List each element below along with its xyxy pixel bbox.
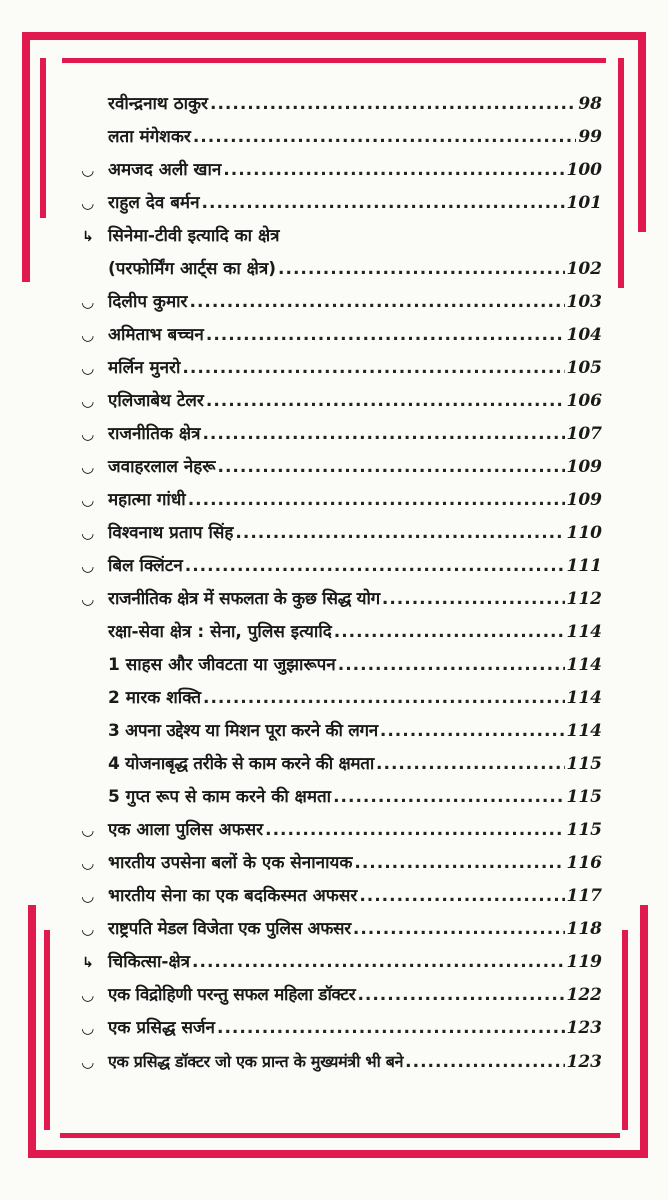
page-number: 100 xyxy=(566,160,602,180)
toc-entry xyxy=(82,385,602,418)
toc-entry xyxy=(82,121,602,154)
frame-right-lower-bar xyxy=(640,905,648,1155)
page-number: 117 xyxy=(566,886,602,906)
frame-left-lower-inner-bar xyxy=(44,930,50,1130)
leader-dots xyxy=(353,913,565,946)
leader-dots xyxy=(193,121,576,154)
entry-title: एलिजाबेथ टेलर xyxy=(108,391,204,411)
leader-dots xyxy=(218,451,565,484)
toc-entry xyxy=(82,352,602,385)
bullet-icon: ◡ xyxy=(82,1019,94,1037)
page-number: 105 xyxy=(566,358,602,378)
frame-top-inner-bar xyxy=(62,58,606,63)
corner-arrow-icon: ↳ xyxy=(82,229,94,245)
entry-title: भारतीय उपसेना बलों के एक सेनानायक xyxy=(108,853,353,873)
page-number: 118 xyxy=(566,919,602,939)
page-number: 115 xyxy=(566,754,602,774)
leader-dots xyxy=(217,1012,565,1045)
toc-entry xyxy=(82,781,602,814)
page-number: 103 xyxy=(566,292,602,312)
page-number: 116 xyxy=(566,853,602,873)
leader-dots xyxy=(338,649,565,682)
frame-top-bar xyxy=(22,32,646,40)
leader-dots xyxy=(202,418,564,451)
toc-entry xyxy=(82,286,602,319)
frame-bottom-inner-bar xyxy=(60,1133,620,1138)
page-number: 107 xyxy=(566,424,602,444)
entry-title: एक प्रसिद्ध सर्जन xyxy=(108,1018,215,1038)
bullet-icon: ◡ xyxy=(82,887,94,905)
page-number: 123 xyxy=(566,1052,602,1072)
leader-dots xyxy=(334,616,565,649)
entry-title: 5 गुप्त रूप से काम करने की क्षमता xyxy=(108,787,332,807)
section-title: चिकित्सा-क्षेत्र xyxy=(108,952,191,972)
entry-title: राजनीतिक क्षेत्र xyxy=(108,424,201,444)
toc-entry xyxy=(82,583,602,616)
toc-entry xyxy=(82,748,602,781)
page-number: 106 xyxy=(566,391,602,411)
page-number: 119 xyxy=(566,952,602,972)
toc-entry xyxy=(82,1045,602,1078)
leader-dots xyxy=(192,946,564,979)
leader-dots xyxy=(202,187,565,220)
leader-dots xyxy=(235,517,564,550)
toc-section-heading xyxy=(82,946,602,979)
leader-dots xyxy=(206,319,565,352)
frame-right-bar xyxy=(638,32,646,232)
frame-left-bar xyxy=(22,32,30,282)
entry-title: विश्वनाथ प्रताप सिंह xyxy=(108,523,234,543)
page-number: 122 xyxy=(566,985,602,1005)
toc-entry xyxy=(82,616,602,649)
entry-title: एक प्रसिद्ध डॉक्टर जो एक प्रान्त के मुख्यमंत्री भी बने xyxy=(108,1052,404,1071)
entry-title: राजनीतिक क्षेत्र में सफलता के कुछ सिद्ध योग xyxy=(108,589,380,609)
toc-entry xyxy=(82,847,602,880)
toc-entry xyxy=(82,913,602,946)
entry-title: एक आला पुलिस अफसर xyxy=(108,820,264,840)
page-number: 114 xyxy=(566,622,602,642)
bullet-icon: ◡ xyxy=(82,986,94,1004)
page-number: 123 xyxy=(566,1018,602,1038)
leader-dots xyxy=(278,253,564,286)
entry-title: मर्लिन मुनरो xyxy=(108,358,181,378)
bullet-icon: ◡ xyxy=(82,458,94,476)
leader-dots xyxy=(203,682,564,715)
entry-title: (परफोर्मिंग आर्ट्स का क्षेत्र) xyxy=(108,259,277,279)
bullet-icon: ◡ xyxy=(82,821,94,839)
toc-entry xyxy=(82,550,602,583)
leader-dots xyxy=(182,352,564,385)
entry-title: बिल क्लिंटन xyxy=(108,556,183,576)
leader-dots xyxy=(265,814,564,847)
leader-dots xyxy=(357,979,564,1012)
toc-entry xyxy=(82,154,602,187)
entry-title: 4 योजनाबृद्ध तरीके से काम करने की क्षमता xyxy=(108,754,375,774)
frame-left-inner-bar xyxy=(40,58,46,218)
leader-dots xyxy=(376,748,564,781)
bullet-icon: ◡ xyxy=(82,590,94,608)
toc-entry xyxy=(82,715,602,748)
bullet-icon: ◡ xyxy=(82,293,94,311)
table-of-contents xyxy=(82,88,602,1078)
toc-entry xyxy=(82,1012,602,1045)
toc-entry xyxy=(82,517,602,550)
bullet-icon: ◡ xyxy=(82,161,94,179)
toc-entry xyxy=(82,484,602,517)
frame-right-lower-inner-bar xyxy=(622,930,628,1130)
leader-dots xyxy=(380,715,565,748)
entry-title: अमजद अली खान xyxy=(108,160,222,180)
leader-dots xyxy=(354,847,564,880)
frame-left-lower-bar xyxy=(28,905,36,1155)
page-number: 114 xyxy=(566,688,602,708)
page-number: 115 xyxy=(566,787,602,807)
entry-title: महात्मा गांधी xyxy=(108,490,186,510)
page-number: 110 xyxy=(566,523,602,543)
entry-title: 2 मारक शक्ति xyxy=(108,688,202,708)
leader-dots xyxy=(359,880,564,913)
bullet-icon: ◡ xyxy=(82,557,94,575)
leader-dots xyxy=(185,550,565,583)
page-number: 101 xyxy=(566,193,602,213)
bullet-icon: ◡ xyxy=(82,854,94,872)
toc-section-heading xyxy=(82,220,602,253)
leader-dots xyxy=(382,583,565,616)
toc-entry xyxy=(82,682,602,715)
bullet-icon: ◡ xyxy=(82,491,94,509)
leader-dots xyxy=(190,286,565,319)
toc-entry xyxy=(82,451,602,484)
page-number: 98 xyxy=(578,94,602,114)
page-number: 104 xyxy=(566,325,602,345)
corner-arrow-icon: ↳ xyxy=(82,955,94,971)
entry-title: अमिताभ बच्चन xyxy=(108,325,204,345)
bullet-icon: ◡ xyxy=(82,392,94,410)
section-title: सिनेमा-टीवी इत्यादि का क्षेत्र xyxy=(108,226,280,246)
page-number: 109 xyxy=(566,490,602,510)
entry-title: रवीन्द्रनाथ ठाकुर xyxy=(108,94,208,114)
page-number: 111 xyxy=(566,556,602,576)
entry-title: 1 साहस और जीवटता या जुझारूपन xyxy=(108,655,336,675)
frame-bottom-bar xyxy=(28,1150,648,1158)
leader-dots xyxy=(188,484,565,517)
bullet-icon: ◡ xyxy=(82,359,94,377)
leader-dots xyxy=(206,385,565,418)
page-number: 99 xyxy=(578,127,602,147)
bullet-icon: ◡ xyxy=(82,194,94,212)
entry-title: रक्षा-सेवा क्षेत्र : सेना, पुलिस इत्यादि xyxy=(108,622,332,642)
leader-dots xyxy=(210,88,576,121)
toc-entry xyxy=(82,979,602,1012)
bullet-icon: ◡ xyxy=(82,920,94,938)
page-number: 114 xyxy=(566,721,602,741)
toc-entry xyxy=(82,319,602,352)
toc-entry xyxy=(82,649,602,682)
entry-title: जवाहरलाल नेहरू xyxy=(108,457,216,477)
bullet-icon: ◡ xyxy=(82,326,94,344)
leader-dots xyxy=(405,1046,564,1079)
page-number: 115 xyxy=(566,820,602,840)
page-number: 112 xyxy=(566,589,602,609)
entry-title: 3 अपना उद्देश्य या मिशन पूरा करने की लगन xyxy=(108,721,378,741)
entry-title: एक विद्रोहिणी परन्तु सफल महिला डॉक्टर xyxy=(108,985,356,1005)
leader-dots xyxy=(333,781,564,814)
toc-entry xyxy=(82,253,602,286)
entry-title: राष्ट्रपति मेडल विजेता एक पुलिस अफसर xyxy=(108,919,351,939)
frame-right-inner-bar xyxy=(618,58,624,288)
leader-dots xyxy=(223,154,564,187)
bullet-icon: ◡ xyxy=(82,524,94,542)
toc-entry xyxy=(82,880,602,913)
bullet-icon: ◡ xyxy=(82,1053,94,1071)
toc-entry xyxy=(82,88,602,121)
page-number: 109 xyxy=(566,457,602,477)
entry-title: भारतीय सेना का एक बदकिस्मत अफसर xyxy=(108,886,358,906)
toc-entry xyxy=(82,418,602,451)
entry-title: दिलीप कुमार xyxy=(108,292,188,312)
page-number: 102 xyxy=(566,259,602,279)
bullet-icon: ◡ xyxy=(82,425,94,443)
toc-entry xyxy=(82,814,602,847)
page-number: 114 xyxy=(566,655,602,675)
entry-title: लता मंगेशकर xyxy=(108,127,191,147)
toc-entry xyxy=(82,187,602,220)
entry-title: राहुल देव बर्मन xyxy=(108,193,200,213)
